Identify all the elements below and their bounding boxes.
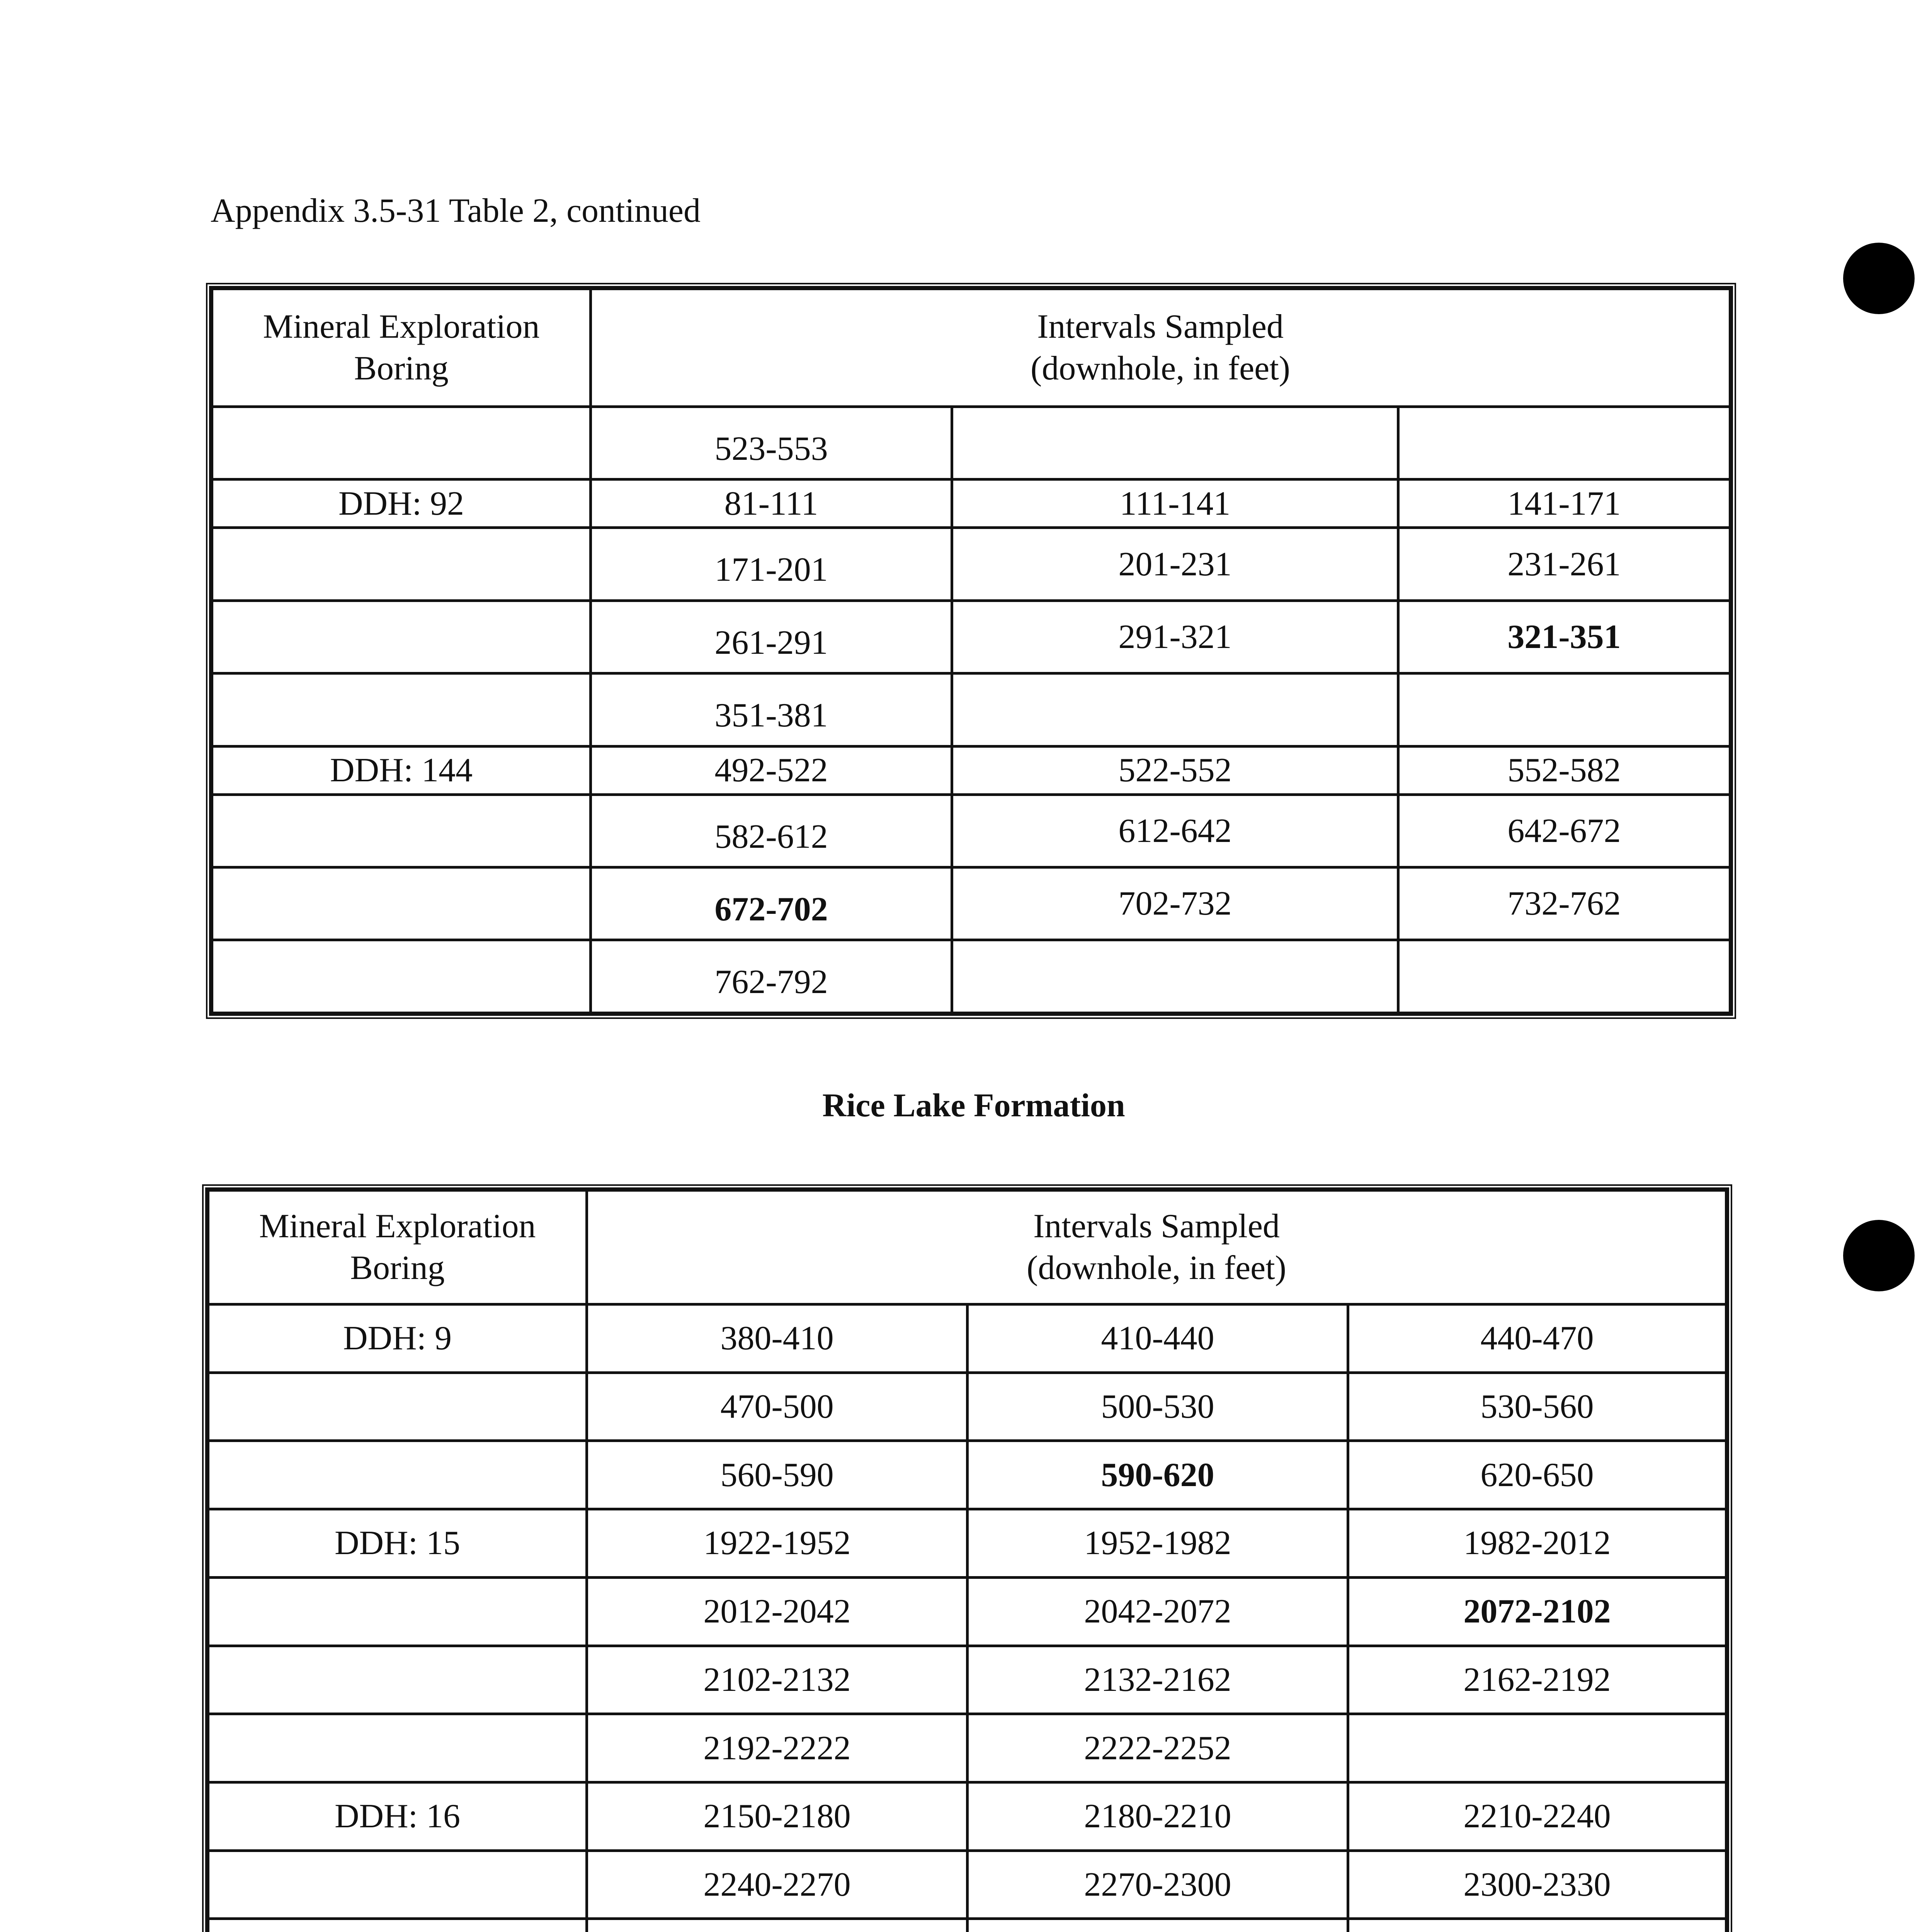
table-row [212, 407, 1730, 480]
interval-cell: 642-672 [1398, 794, 1730, 867]
boring-cell [208, 1372, 587, 1441]
intervals-column-header [591, 289, 1730, 407]
interval-cell: 2210-2240 [1348, 1782, 1726, 1850]
interval-cell [1348, 1714, 1726, 1782]
interval-cell: 2180-2210 [968, 1782, 1348, 1850]
interval-cell: 2072-2102 [1348, 1577, 1726, 1646]
table-row [212, 600, 1730, 673]
table-row [212, 867, 1730, 940]
boring-cell [208, 1850, 587, 1919]
boring-cell [208, 1441, 587, 1509]
interval-cell: 2150-2180 [587, 1782, 968, 1850]
interval-cell: 81-111 [591, 480, 952, 528]
boring-column-header: Mineral Exploration Boring [212, 289, 591, 407]
interval-cell: 2192-2222 [587, 1714, 968, 1782]
interval-cell: 440-470 [1348, 1304, 1726, 1373]
interval-cell: 2222-2252 [968, 1714, 1348, 1782]
interval-cell: 410-440 [968, 1304, 1348, 1373]
interval-cell: 351-381 [591, 673, 952, 746]
table-row [208, 1509, 1726, 1578]
section-title: Rice Lake Formation [822, 1087, 1125, 1124]
boring-cell: DDH: 15 [208, 1509, 587, 1578]
boring-cell [208, 1577, 587, 1646]
table-row [208, 1372, 1726, 1441]
boring-cell [212, 794, 591, 867]
table-caption: Appendix 3.5-31 Table 2, continued [211, 192, 701, 230]
table-row [212, 794, 1730, 867]
boring-cell: DDH: 92 [212, 480, 591, 528]
interval-cell [1398, 407, 1730, 480]
interval-cell [952, 940, 1398, 1013]
boring-cell [212, 867, 591, 940]
interval-cell: 582-612 [591, 794, 952, 867]
interval-cell: 1952-1982 [968, 1509, 1348, 1578]
interval-cell: 523-553 [591, 407, 952, 480]
interval-cell: 470-500 [587, 1372, 968, 1441]
interval-cell [952, 673, 1398, 746]
table-row [212, 746, 1730, 794]
rice-lake-formation-table [202, 1184, 1732, 1932]
boring-cell [212, 940, 591, 1013]
interval-cell: 171-201 [591, 528, 952, 600]
intervals-header-line2: (downhole, in feet) [1027, 1249, 1286, 1287]
interval-cell [968, 1919, 1348, 1932]
interval-cell: 530-560 [1348, 1372, 1726, 1441]
table-row [212, 480, 1730, 528]
interval-cell [952, 407, 1398, 480]
interval-cell: 1982-2012 [1348, 1509, 1726, 1578]
interval-cell: 2300-2330 [1348, 1850, 1726, 1919]
boring-cell: DDH: 144 [212, 746, 591, 794]
table-header-row [212, 289, 1730, 407]
intervals-table-continued [206, 283, 1736, 1019]
boring-cell [212, 407, 591, 480]
interval-cell [587, 1919, 968, 1932]
interval-cell: 2042-2072 [968, 1577, 1348, 1646]
interval-cell: 492-522 [591, 746, 952, 794]
interval-cell: 672-702 [591, 867, 952, 940]
interval-cell: 321-351 [1398, 600, 1730, 673]
interval-cell: 201-231 [952, 528, 1398, 600]
interval-cell: 380-410 [587, 1304, 968, 1373]
table-row [208, 1919, 1726, 1932]
interval-cell: 732-762 [1398, 867, 1730, 940]
binder-hole-icon [1843, 243, 1915, 314]
table-row [208, 1646, 1726, 1714]
interval-cell [1398, 940, 1730, 1013]
boring-cell [212, 673, 591, 746]
boring-cell [212, 528, 591, 600]
interval-cell: 2240-2270 [587, 1850, 968, 1919]
boring-column-header: Mineral Exploration Boring [208, 1190, 587, 1304]
interval-cell: 620-650 [1348, 1441, 1726, 1509]
interval-cell: 261-291 [591, 600, 952, 673]
boring-cell [208, 1714, 587, 1782]
interval-cell: 2132-2162 [968, 1646, 1348, 1714]
interval-cell: 522-552 [952, 746, 1398, 794]
interval-cell: 500-530 [968, 1372, 1348, 1441]
interval-cell: 552-582 [1398, 746, 1730, 794]
interval-cell: 2012-2042 [587, 1577, 968, 1646]
boring-cell: DDH: 9 [208, 1304, 587, 1373]
interval-cell: 590-620 [968, 1441, 1348, 1509]
interval-cell: 702-732 [952, 867, 1398, 940]
interval-cell: 612-642 [952, 794, 1398, 867]
interval-cell [1398, 673, 1730, 746]
binder-hole-icon [1843, 1220, 1915, 1291]
table-row [212, 528, 1730, 600]
boring-cell: DDH: 16 [208, 1782, 587, 1850]
interval-cell: 2270-2300 [968, 1850, 1348, 1919]
table-row [212, 940, 1730, 1013]
table-row [208, 1441, 1726, 1509]
table-row [208, 1850, 1726, 1919]
interval-cell: 141-171 [1398, 480, 1730, 528]
intervals-header-line2: (downhole, in feet) [1031, 350, 1290, 387]
interval-cell [1348, 1919, 1726, 1932]
boring-cell [208, 1646, 587, 1714]
intervals-header-line1: Intervals Sampled [1037, 308, 1284, 345]
table-row [208, 1782, 1726, 1850]
interval-cell: 560-590 [587, 1441, 968, 1509]
boring-cell [212, 600, 591, 673]
intervals-column-header [587, 1190, 1726, 1304]
interval-cell: 762-792 [591, 940, 952, 1013]
table-row [212, 673, 1730, 746]
intervals-header-line1: Intervals Sampled [1033, 1208, 1280, 1245]
interval-cell: 291-321 [952, 600, 1398, 673]
interval-cell: 1922-1952 [587, 1509, 968, 1578]
boring-cell [208, 1919, 587, 1932]
table-row [208, 1304, 1726, 1373]
table-row [208, 1577, 1726, 1646]
interval-cell: 231-261 [1398, 528, 1730, 600]
interval-cell: 111-141 [952, 480, 1398, 528]
interval-cell: 2102-2132 [587, 1646, 968, 1714]
table-header-row [208, 1190, 1726, 1304]
table-row [208, 1714, 1726, 1782]
interval-cell: 2162-2192 [1348, 1646, 1726, 1714]
